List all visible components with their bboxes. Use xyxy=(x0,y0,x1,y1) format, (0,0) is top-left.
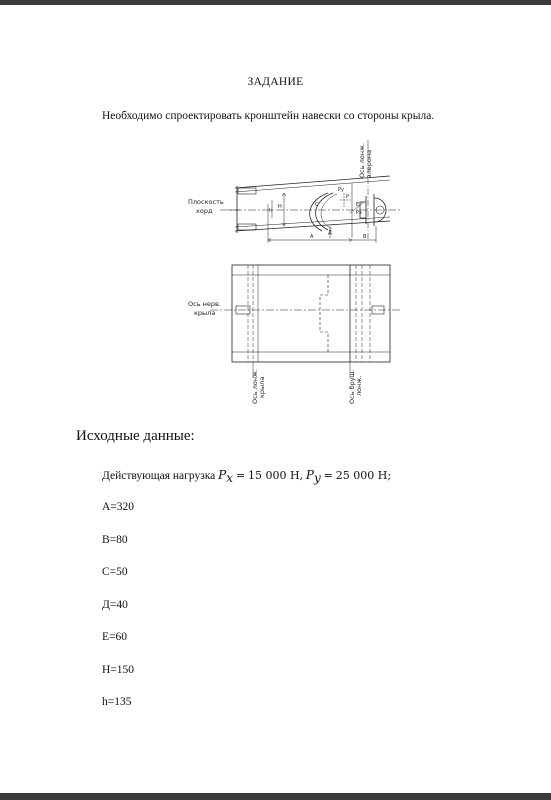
px-value: 15 000 Н, xyxy=(247,469,304,482)
svg-text:лонж.: лонж. xyxy=(355,375,363,396)
chord-plane-label: Плоскость xyxy=(188,198,224,206)
py-value: 25 000 Н; xyxy=(335,469,392,482)
dim-E-label: E xyxy=(356,202,360,208)
force-Px-label: Px xyxy=(356,210,362,216)
parameter-item: E=60 xyxy=(102,631,128,643)
px-symbol: P xyxy=(218,468,227,482)
svg-text:крыла: крыла xyxy=(258,376,266,398)
svg-text:хорд: хорд xyxy=(196,207,213,215)
px-equals: = xyxy=(235,469,246,482)
document-title: ЗАДАНИЕ xyxy=(247,76,304,88)
rear-spar-label: Ось бруш. xyxy=(348,369,356,404)
dim-B-label: B xyxy=(363,234,367,240)
parameter-item: Д=40 xyxy=(102,598,128,611)
top-border xyxy=(0,0,551,5)
force-P-label: P xyxy=(346,194,350,200)
py-symbol: P xyxy=(305,468,314,482)
py-equals: = xyxy=(323,469,333,482)
rib-axis-label: Ось нерв. xyxy=(188,300,221,308)
bottom-border xyxy=(0,793,551,800)
parameter-list xyxy=(102,500,134,728)
px-subscript: x xyxy=(226,471,233,486)
dim-H-label: H xyxy=(278,204,282,210)
dim-C-label: C xyxy=(315,202,319,208)
wing-spar-label: Ось лонж. xyxy=(251,369,259,404)
initial-data-heading: Исходные данные: xyxy=(76,428,195,444)
plan-view-outline xyxy=(232,265,390,362)
parameter-item: H=150 xyxy=(102,663,135,676)
dim-h-label: h xyxy=(269,208,273,214)
load-prefix: Действующая нагрузка xyxy=(102,470,216,482)
task-statement: Необходимо спроектировать кронштейн навески со стороны крыла. xyxy=(102,110,435,122)
parameter-item: h=135 xyxy=(102,696,132,708)
parameter-item: B=80 xyxy=(102,533,128,546)
svg-text:элерона: элерона xyxy=(365,149,373,178)
py-subscript: y xyxy=(314,471,321,486)
force-Py-label: Py xyxy=(338,187,344,193)
svg-text:крыла: крыла xyxy=(194,309,216,317)
bracket-drawing xyxy=(180,138,410,406)
aileron-spar-label: Ось лонж. xyxy=(358,143,366,178)
dim-A-label: A xyxy=(310,234,314,240)
parameter-item: A=320 xyxy=(102,501,135,513)
load-line xyxy=(102,468,391,485)
dim-D-label: Д xyxy=(328,230,332,236)
parameter-item: C=50 xyxy=(102,566,128,578)
